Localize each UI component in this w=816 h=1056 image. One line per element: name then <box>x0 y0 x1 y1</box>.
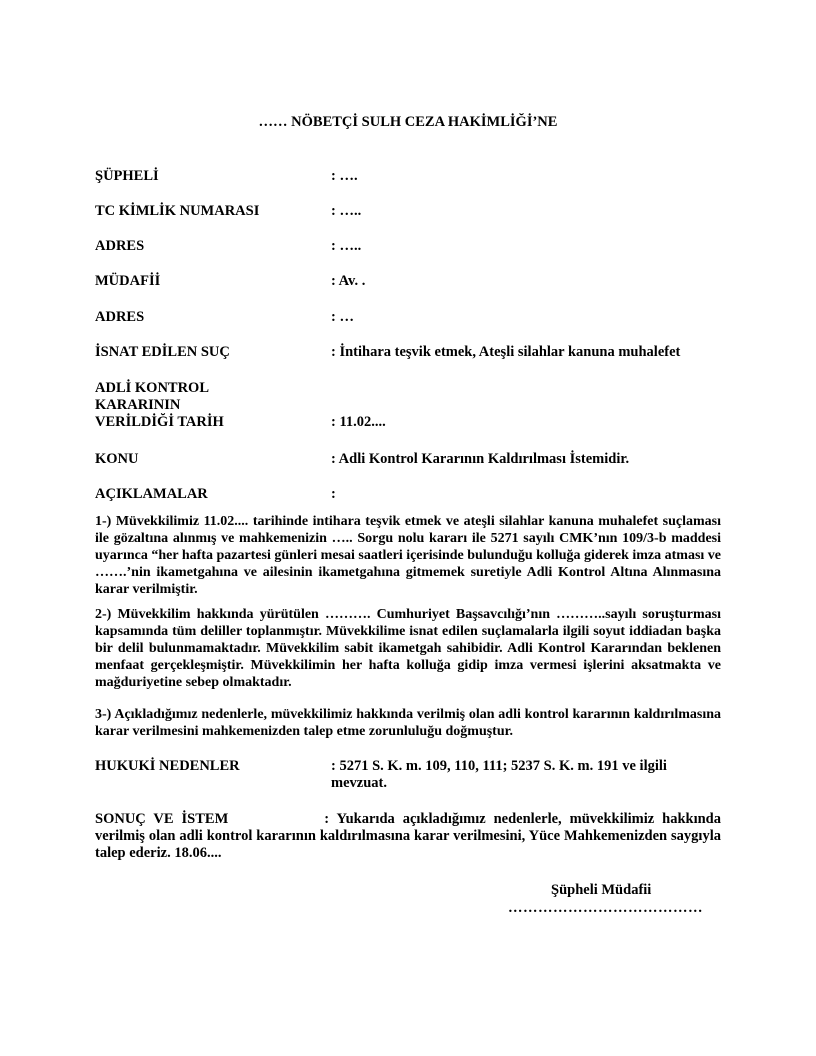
field-label <box>95 380 325 431</box>
field-value: : Adli Kontrol Kararının Kaldırılması İstemidir. <box>331 451 630 467</box>
signature-title: Şüpheli Müdafii <box>551 882 652 898</box>
field-value: : Av. . <box>331 273 366 289</box>
result-text: : Yukarıda açıkladığımız nedenlerle, müvekkilimiz hakkında verilmiş olan adli kontrol kararının kaldırılmasına karar verilmesini, Yüce Mahkemenizden saygıyla talep ederiz. 18.06.... <box>95 811 721 861</box>
field-label: AÇIKLAMALAR <box>95 486 208 502</box>
field-label: HUKUKİ NEDENLER <box>95 758 240 774</box>
field-label: ŞÜPHELİ <box>95 168 159 184</box>
result-label: SONUÇ VE İSTEM <box>95 811 229 827</box>
field-label: TC KİMLİK NUMARASI <box>95 203 260 219</box>
field-value: : 11.02.... <box>331 414 386 430</box>
field-label-line: KARARININ <box>95 397 181 413</box>
field-value: : …. <box>331 168 358 184</box>
field-label: ADRES <box>95 238 145 254</box>
field-value: : İntihara teşvik etmek, Ateşli silahlar kanuna muhalefet <box>331 344 681 360</box>
field-legal-grounds <box>95 758 721 794</box>
field-value: : <box>331 486 336 502</box>
result-and-request <box>95 811 721 862</box>
signature-line: ………………………………… <box>508 900 703 916</box>
document-title: …… NÖBETÇİ SULH CEZA HAKİMLİĞİ’NE <box>258 114 558 130</box>
paragraph-3: 3-) Açıkladığımız nedenlerle, müvekkilimiz hakkında verilmiş olan adli kontrol kararının kaldırılmasına karar verilmesini mahkemenizden talep etme zorunluluğu doğmuştur. <box>95 707 721 739</box>
field-value: : ….. <box>331 203 362 219</box>
field-label-line: ADLİ KONTROL <box>95 380 210 396</box>
paragraph-1: 1-) Müvekkilimiz 11.02.... tarihinde intihara teşvik etmek ve ateşli silahlar kanuna muhalefet suçlaması ile gözaltına alınmış ve mahkemenizin ….. Sorgu nolu kararı ile 5271 sayılı CMK’nın 109/3-b maddesi uyarınca “her hafta pazartesi günleri mesai saatleri içerisinde bulunduğu kolluğa giderek imza atması ve …….’nin ikametgahına ve ailesinin ikametgahına gitmemek suretiyle Adli Kontrol Altına Alınmasına karar verilmiştir. <box>95 514 721 597</box>
field-label: MÜDAFİİ <box>95 273 161 289</box>
field-value: : ….. <box>331 238 362 254</box>
field-decision-date <box>95 380 721 434</box>
field-label: KONU <box>95 451 139 467</box>
field-label: ADRES <box>95 309 145 325</box>
field-label-line: VERİLDİĞİ TARİH <box>95 414 224 430</box>
paragraph-2: 2-) Müvekkilim hakkında yürütülen ………. Cumhuriyet Başsavcılığı’nın ………..sayılı soruşturması kapsamında tüm deliller toplanmıştır. Müvekkilime isnat edilen suçlamalarla ilgili soyut iddiadan başka bir delil bulunmamaktadır. Müvekkilim sabit ikametgah sahibidir. Adli Kontrol Kararından beklenen menfaat gerçekleşmiştir. Müvekkilimin her hafta kolluğa gidip imza vermesi işlerini aksatmakta ve mağduriyetine sebep olmaktadır. <box>95 607 721 690</box>
field-value: : 5271 S. K. m. 109, 110, 111; 5237 S. K. m. 191 ve ilgili mevzuat. <box>331 758 667 791</box>
field-value: : … <box>331 309 354 325</box>
field-label: İSNAT EDİLEN SUÇ <box>95 344 230 360</box>
